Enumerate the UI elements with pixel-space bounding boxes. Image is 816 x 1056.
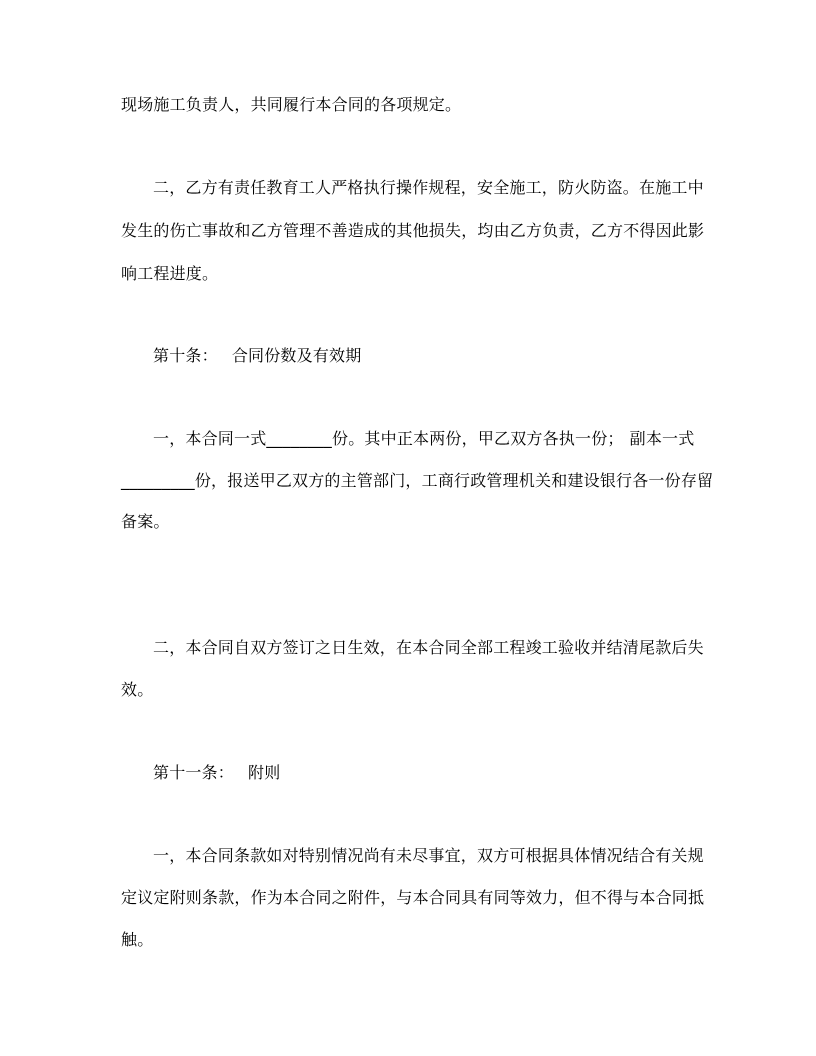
paragraph-line: 现场施工负责人，共同履行本合同的各项规定。 xyxy=(121,95,462,114)
article-number: 第十一条： xyxy=(153,763,235,782)
paragraph-line: 定议定附则条款，作为本合同之附件，与本合同具有同等效力，但不得与本合同抵 xyxy=(121,888,705,907)
article-title: 附则 xyxy=(248,763,281,782)
paragraph-line: 一，本合同条款如对特别情况尚有未尽事宜，双方可根据具体情况结合有关规 xyxy=(153,846,704,865)
article-heading xyxy=(153,346,361,366)
paragraph-line: 响工程进度。 xyxy=(121,264,219,283)
paragraph-line: 一，本合同一式________份。其中正本两份，甲乙双方各执一份； 副本一式 xyxy=(153,429,695,448)
paragraph-line: 效。 xyxy=(121,680,154,699)
blank-field: _________ xyxy=(121,471,195,490)
blank-field: ________ xyxy=(266,429,333,448)
paragraph-line: 触。 xyxy=(121,930,154,949)
paragraph-line: 二，乙方有责任教育工人严格执行操作规程，安全施工，防火防盗。在施工中 xyxy=(153,178,704,197)
article-number: 第十条： xyxy=(153,346,218,365)
article-title: 合同份数及有效期 xyxy=(231,346,362,365)
paragraph-line: 发生的伤亡事故和乙方管理不善造成的其他损失，均由乙方负责，乙方不得因此影 xyxy=(121,221,705,240)
paragraph-line: _________份，报送甲乙双方的主管部门，工商行政管理机关和建设银行各一份存留 xyxy=(121,471,714,490)
paragraph-line: 二，本合同自双方签订之日生效，在本合同全部工程竣工验收并结清尾款后失 xyxy=(153,638,704,657)
paragraph-line: 备案。 xyxy=(121,512,170,531)
article-heading xyxy=(153,763,280,783)
